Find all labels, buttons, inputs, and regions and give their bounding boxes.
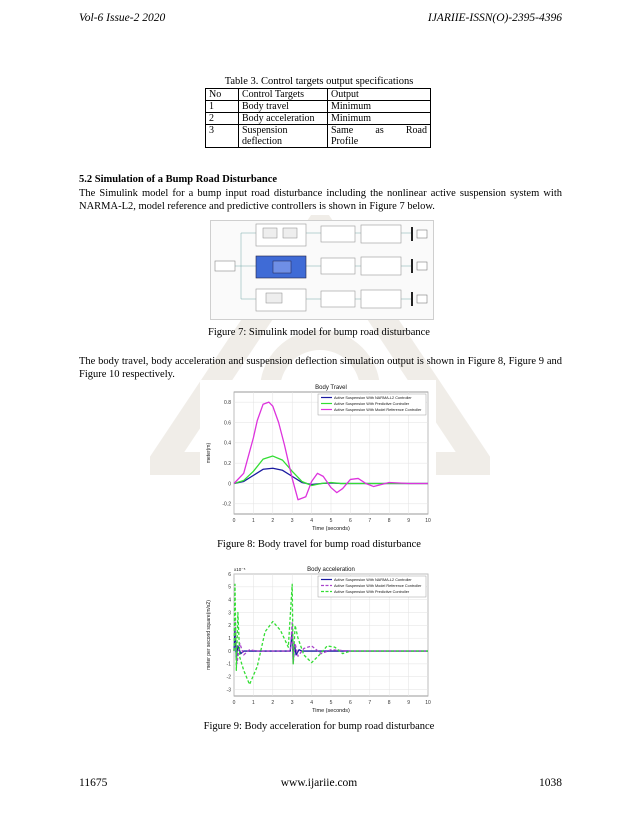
- y-tick-label: 0.2: [224, 460, 231, 467]
- table-cell: Body travel: [239, 101, 328, 113]
- table-cell: [328, 125, 431, 148]
- x-tick-label: 2: [271, 700, 275, 706]
- table-header-row: [206, 89, 431, 101]
- footer-website: www.ijariie.com: [280, 777, 358, 789]
- table-cell: Minimum: [328, 113, 431, 125]
- x-tick-label: 8: [387, 700, 391, 706]
- table-cell: [239, 125, 328, 148]
- control-targets-table: [205, 88, 431, 148]
- x-tick-label: 0: [232, 518, 236, 524]
- x-tick-label: 3: [290, 700, 294, 706]
- y-exponent-label: x10⁻⁵: [234, 567, 246, 572]
- legend-label: Active Suspension With Model Reference Controller: [334, 408, 422, 412]
- y-tick-label: 1: [228, 636, 231, 643]
- figure-8-caption: Figure 8: Body travel for bump road disturbance: [217, 539, 421, 550]
- y-tick-label: -2: [226, 674, 231, 681]
- cell-line: Profile: [331, 136, 359, 147]
- section-title: 5.2 Simulation of a Bump Road Disturbance: [79, 174, 278, 185]
- x-tick-label: 9: [407, 700, 410, 706]
- x-tick-label: 5: [329, 700, 333, 706]
- y-tick-label: 0.4: [224, 440, 231, 447]
- x-tick-label: 7: [368, 518, 372, 524]
- footer-page-number: 1038: [539, 777, 562, 789]
- x-tick-label: 4: [310, 700, 313, 706]
- table-cell: Minimum: [328, 101, 431, 113]
- x-tick-label: 5: [329, 518, 333, 524]
- journal-issn: IJARIIE-ISSN(O)-2395-4396: [427, 12, 562, 24]
- x-tick-label: 10: [425, 700, 431, 706]
- y-tick-label: 0.6: [224, 420, 231, 427]
- cell-line: deflection: [242, 136, 282, 147]
- x-axis-label: Time (seconds): [312, 526, 350, 532]
- x-tick-label: 6: [349, 518, 352, 524]
- legend-label: Active Suspension With Model Reference Controller: [334, 584, 422, 588]
- body-travel-chart: [200, 380, 436, 538]
- legend-label: Active Suspension With NARMA-L2 Controller: [334, 578, 412, 582]
- x-tick-label: 0: [232, 700, 236, 706]
- x-axis-label: Time (seconds): [312, 708, 350, 714]
- journal-volume: Vol-6 Issue-2 2020: [79, 12, 166, 24]
- figure-9-caption: Figure 9: Body acceleration for bump road disturbance: [203, 721, 435, 732]
- legend-label: Active Suspension With Predictive Controller: [334, 590, 410, 594]
- table-cell: Body acceleration: [239, 113, 328, 125]
- y-tick-label: 0: [228, 481, 231, 488]
- x-tick-label: 9: [407, 518, 410, 524]
- x-tick-label: 8: [387, 518, 391, 524]
- chart-title: Body Travel: [315, 385, 347, 391]
- x-tick-label: 7: [368, 700, 372, 706]
- cell-line: Suspension: [242, 125, 288, 136]
- table-header-cell: Output: [328, 89, 431, 101]
- y-tick-label: -3: [226, 687, 231, 694]
- table-cell: 1: [206, 101, 239, 113]
- y-tick-label: 6: [228, 571, 231, 578]
- cell-word: Road: [405, 125, 427, 136]
- y-tick-label: 4: [228, 597, 231, 604]
- figure-7-simulink-model: [210, 220, 434, 320]
- table-header-cell: Control Targets: [239, 89, 328, 101]
- y-axis-label: meter(m): [206, 442, 212, 464]
- y-tick-label: 0.8: [224, 399, 231, 406]
- table-row: [206, 113, 431, 125]
- y-tick-label: 2: [228, 623, 231, 630]
- y-tick-label: 3: [228, 610, 231, 617]
- y-axis-label: meter per second square(m/s2): [206, 600, 212, 670]
- cell-word: as: [375, 125, 384, 136]
- y-tick-label: 5: [228, 584, 231, 591]
- footer-paper-id: 11675: [79, 777, 108, 789]
- paragraph-simulink: The Simulink model for a bump input road disturbance including the nonlinear active suspension system with NARMA-L2, model reference and predictive controllers is shown in Figure 7 below.: [79, 188, 562, 212]
- table-header-cell: No: [206, 89, 239, 101]
- x-tick-label: 10: [425, 518, 431, 524]
- table-row: [206, 101, 431, 113]
- cell-line: [331, 125, 427, 136]
- legend-label: Active Suspension With NARMA-L2 Controller: [334, 396, 412, 400]
- legend-label: Active Suspension With Predictive Controller: [334, 402, 410, 406]
- x-tick-label: 2: [271, 518, 275, 524]
- x-tick-label: 6: [349, 700, 352, 706]
- y-tick-label: 0: [228, 648, 231, 655]
- paragraph-outputs: The body travel, body acceleration and suspension deflection simulation output is shown in Figure 8, Figure 9 and Figure 10 respectively.: [79, 356, 562, 380]
- chart-title: Body acceleration: [307, 567, 355, 573]
- y-tick-label: -1: [226, 661, 231, 668]
- y-tick-label: -0.2: [222, 501, 231, 508]
- x-tick-label: 1: [252, 700, 255, 706]
- table-cell: 3: [206, 125, 239, 148]
- table-row: [206, 125, 431, 148]
- table-caption: Table 3. Control targets output specifications: [224, 76, 414, 87]
- cell-word: Same: [331, 125, 354, 136]
- body-acceleration-chart: [200, 562, 436, 720]
- x-tick-label: 1: [252, 518, 255, 524]
- x-tick-label: 4: [310, 518, 313, 524]
- x-tick-label: 3: [290, 518, 294, 524]
- figure-7-caption: Figure 7: Simulink model for bump road disturbance: [208, 327, 430, 338]
- table-cell: 2: [206, 113, 239, 125]
